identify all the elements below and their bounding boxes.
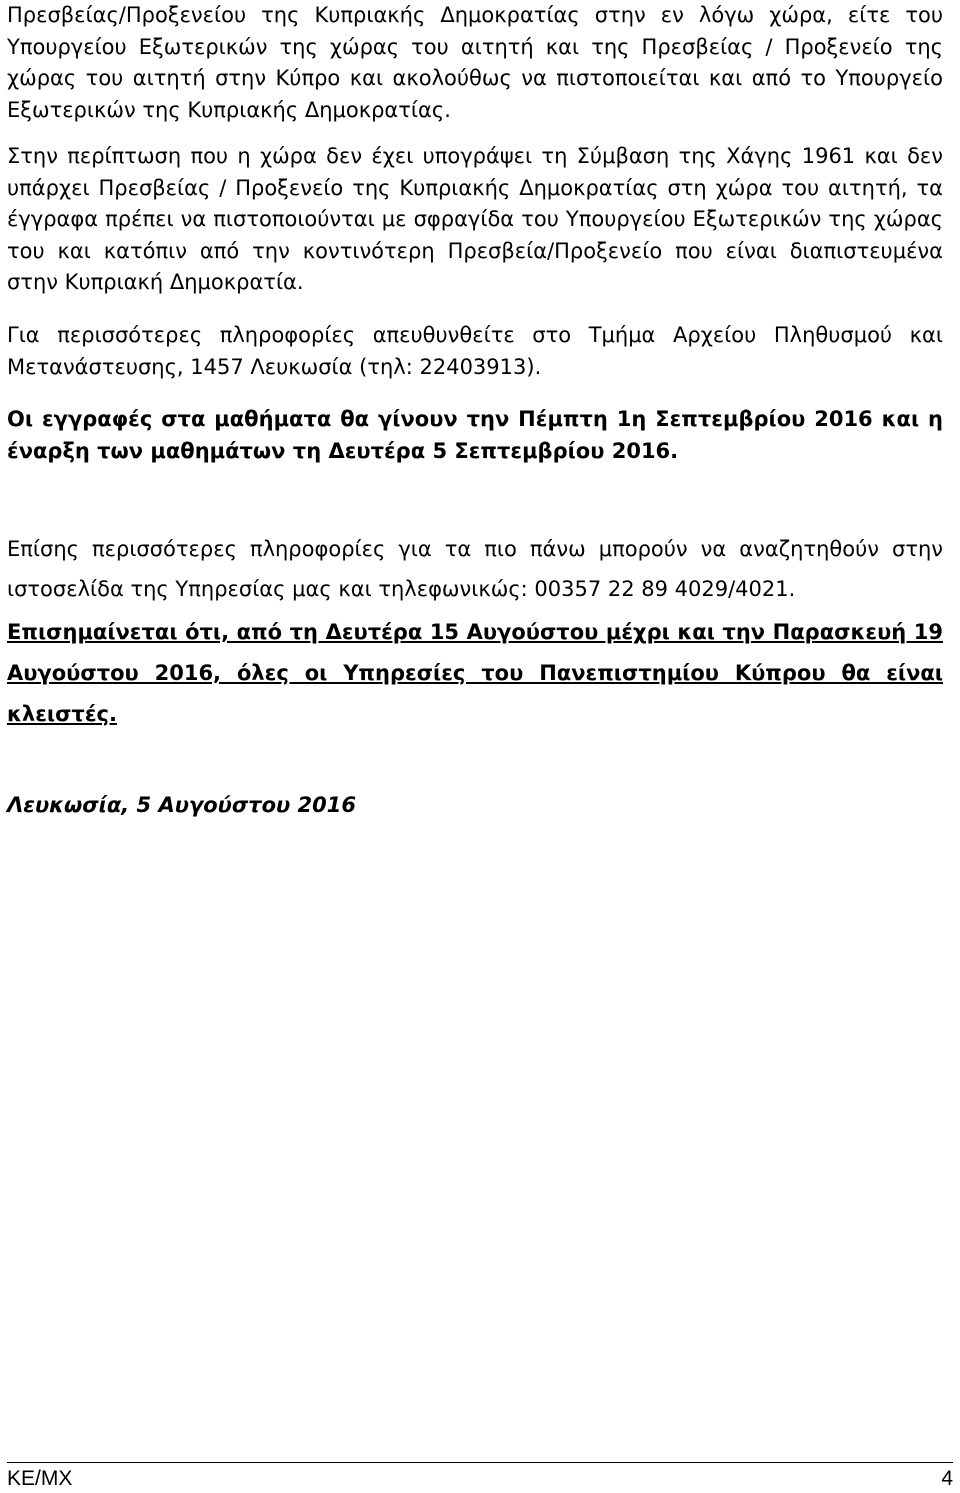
footer-initials: ΚΕ/ΜΧ — [7, 1467, 73, 1490]
paragraph-closure-notice: Επισημαίνεται ότι, από τη Δευτέρα 15 Αυγούστου μέχρι και την Παρασκευή 19 Αυγούστου 2016, όλες οι Υπηρεσίες του Πανεπιστημίου Κύπρου θα είναι κλειστές. — [7, 620, 943, 726]
paragraph-website-phone: Επίσης περισσότερες πληροφορίες για τα πιο πάνω μπορούν να αναζητηθούν στην ιστοσελίδα της Υπηρεσίας μας και τηλεφωνικώς: 00357 22 89 4029/4021. — [7, 537, 943, 601]
page-number: 4 — [941, 1467, 953, 1490]
paragraph-registration-dates: Οι εγγραφές στα μαθήματα θα γίνουν την Πέμπτη 1η Σεπτεμβρίου 2016 και η έναρξη των μαθημάτων τη Δευτέρα 5 Σεπτεμβρίου 2016. — [7, 407, 943, 463]
paragraph-more-info-migration: Για περισσότερες πληροφορίες απευθυνθείτε στο Τμήμα Αρχείου Πληθυσμού και Μετανάστευσης, 1457 Λευκωσία (τηλ: 22403913). — [7, 323, 943, 379]
footer-divider — [7, 1462, 953, 1463]
place-and-date: Λευκωσία, 5 Αυγούστου 2016 — [7, 793, 356, 817]
paragraph-certification-continuation: Πρεσβείας/Προξενείου της Κυπριακής Δημοκρατίας στην εν λόγω χώρα, είτε του Υπουργείου Εξωτερικών της χώρας του αιτητή και της Πρεσβείας / Προξενείο της χώρας του αιτητή στην Κύπρο και ακολούθως να πιστοποιείται και από το Υπουργείο Εξωτερικών της Κυπριακής Δημοκρατίας. — [7, 3, 943, 122]
paragraph-hague-convention: Στην περίπτωση που η χώρα δεν έχει υπογράψει τη Σύμβαση της Χάγης 1961 και δεν υπάρχει Πρεσβείας / Προξενείο της Κυπριακής Δημοκρατίας στη χώρα του αιτητή, τα έγγραφα πρέπει να πιστοποιούνται με σφραγίδα του Υπουργείου Εξωτερικών της χώρας του και κατόπιν από την κοντινότερη Πρεσβεία/Προξενείο που είναι διαπιστευμένα στην Κυπριακή Δημοκρατία. — [7, 144, 943, 294]
